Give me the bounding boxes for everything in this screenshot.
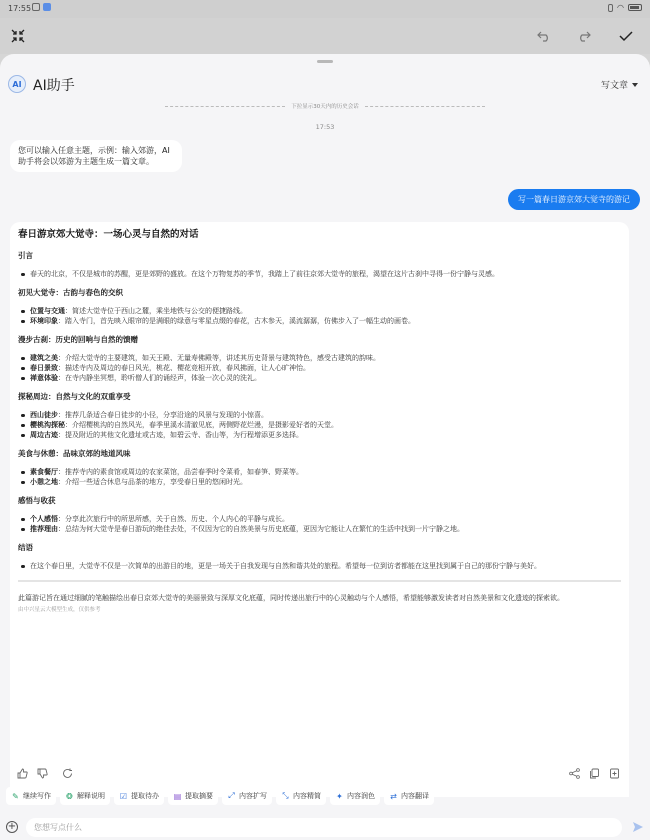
panel-header (0, 72, 650, 100)
redo-icon[interactable] (572, 24, 596, 48)
divider (165, 106, 285, 107)
bullet-item (18, 306, 621, 316)
insert-document-icon[interactable] (608, 767, 620, 779)
bullet-item (18, 316, 621, 326)
status-time: 17:55 (8, 4, 32, 13)
notification-icon (32, 3, 40, 11)
chip-todo[interactable] (114, 787, 164, 805)
generated-article (10, 222, 629, 797)
summary-icon: ▤ (173, 791, 182, 801)
bullet-item (18, 477, 621, 487)
bullet-label: 禅意体验 (30, 374, 58, 382)
section-heading: 感悟与收获 (18, 496, 56, 505)
thumbs-up-icon[interactable] (16, 767, 28, 779)
copy-icon[interactable] (588, 767, 600, 779)
history-notice-text: 下拉显示30天内的历史会话 (291, 104, 359, 110)
divider (365, 106, 485, 107)
bullet-list (18, 353, 621, 383)
message-actions (10, 762, 629, 784)
undo-icon[interactable] (532, 24, 556, 48)
bullet-item (18, 524, 621, 534)
chip-translate[interactable] (384, 787, 434, 805)
message-timestamp: 17:53 (315, 123, 335, 131)
regenerate-icon[interactable] (61, 767, 73, 779)
bullet-label: 位置与交通 (30, 307, 65, 315)
bullet-item (18, 353, 621, 363)
bullet-text: ：简述大觉寺位于西山之麓，乘坐地铁与公交的便捷路线。 (65, 307, 247, 315)
article-divider (18, 580, 621, 582)
bullet-label: 个人感悟 (30, 515, 58, 523)
bullet-text: ：介绍大觉寺的主要建筑，如天王殿、无量寿佛殿等，讲述其历史背景与建筑特色，感受古建筑的韵味。 (58, 354, 380, 362)
bullet-item (18, 467, 621, 477)
chip-explain[interactable] (60, 787, 110, 805)
bullet-text: ：推荐寺内的素食馆或周边的农家菜馆，品尝春季时令菜肴，如春笋、野菜等。 (58, 468, 303, 476)
polish-icon: ✦ (336, 791, 343, 801)
bullet-list (18, 410, 621, 440)
ai-welcome-message: 您可以输入任意主题，示例：输入郊游，AI助手将会以郊游为主题生成一篇文章。 (10, 140, 182, 172)
ai-logo-icon: AI (8, 75, 26, 93)
article-title: 春日游京郊大觉寺：一场心灵与自然的对话 (18, 229, 199, 240)
pen-icon: ✎ (12, 791, 19, 801)
ai-assistant-panel (0, 54, 650, 840)
bullet-label: 樱桃沟探秘 (30, 421, 65, 429)
expand-icon: ⤢ (228, 791, 235, 800)
prompt-input[interactable] (26, 818, 622, 837)
section-heading: 探秘周边：自然与文化的双重享受 (18, 392, 131, 401)
collapse-icon[interactable] (6, 24, 30, 48)
quick-action-chips (6, 787, 646, 805)
bullet-list (18, 467, 621, 487)
composer (0, 816, 650, 840)
bullet-text: ：分享此次旅行中的所思所感，关于自然、历史、个人内心的平静与成长。 (58, 515, 289, 523)
app-notification-icon (43, 3, 51, 11)
bullet-item (18, 363, 621, 373)
explain-icon: ❂ (66, 791, 73, 801)
bullet-label: 建筑之美 (30, 354, 58, 362)
condense-icon: ⤡ (282, 791, 289, 800)
wifi-icon: ◠ (617, 3, 624, 12)
chip-pen[interactable] (6, 787, 56, 805)
bullet-list (18, 514, 621, 534)
send-icon[interactable] (632, 821, 644, 833)
bullet-label: 环境印象 (30, 317, 58, 325)
bullet-label: 春日景致 (30, 364, 58, 372)
bullet-text: 在这个春日里，大觉寺不仅是一次简单的出游目的地，更是一场关于自我发现与自然和谐共处的旅程。希望每一位到访者都能在这里找到属于自己的那份宁静与美好。 (30, 562, 541, 570)
chip-summary[interactable] (168, 787, 218, 805)
vibrate-icon (608, 4, 613, 12)
thumbs-down-icon[interactable] (36, 767, 48, 779)
status-bar (0, 0, 650, 18)
section-heading: 漫步古刹：历史的回响与自然的馈赠 (18, 335, 138, 344)
bullet-label: 小憩之地 (30, 478, 58, 486)
chip-label: 内容翻译 (401, 792, 429, 800)
bullet-item (18, 420, 621, 430)
chevron-down-icon (632, 83, 638, 87)
ai-disclaimer: 由中兴星云大模型生成，仅供参考 (18, 607, 101, 613)
status-app-icons (32, 3, 51, 11)
bullet-text: ：踏入寺门，首先映入眼帘的是满眼的绿意与零星点缀的春花，古木参天，溪流潺潺，仿佛步入了一幅生动的画卷。 (58, 317, 415, 325)
translate-icon: ⇄ (390, 791, 397, 801)
bullet-text: ：总结为何大觉寺是春日游玩的绝佳去处，不仅因为它的自然美景与历史底蕴，更因为它能让人在繁忙的生活中找到一片宁静之地。 (58, 525, 464, 533)
chip-label: 内容扩写 (239, 792, 267, 800)
section-heading: 美食与休憩：品味京郊的地道风味 (18, 449, 131, 458)
bullet-label: 周边古迹 (30, 431, 58, 439)
bullet-label: 西山徒步 (30, 411, 58, 419)
bullet-item (18, 410, 621, 420)
article-summary: 此篇游记旨在通过细腻的笔触描绘出春日京郊大觉寺的美丽景致与深厚文化底蕴，同时传递出旅行中的心灵触动与个人感悟，希望能够激发读者对自然美景和文化遗迹的探索欲。 (18, 594, 564, 602)
bullet-text: ：提及附近的其他文化遗址或古迹，如碧云寺、香山等，为行程增添更多选择。 (58, 431, 303, 439)
chip-label: 内容润色 (347, 792, 375, 800)
battery-icon (628, 4, 642, 11)
bullet-item (18, 430, 621, 440)
app-title: AI助手 (33, 78, 75, 94)
drag-handle[interactable] (317, 60, 333, 63)
bullet-label: 推荐理由 (30, 525, 58, 533)
chip-label: 提取待办 (131, 792, 159, 800)
section-heading: 引言 (18, 251, 33, 260)
bullet-text: ：描述寺内及周边的春日风光，桃花、樱花竞相开放，春风拂面，让人心旷神怡。 (58, 364, 310, 372)
add-attachment-icon[interactable]: + (7, 821, 17, 832)
write-mode-label: 写文章 (600, 81, 628, 91)
bullet-list (18, 269, 621, 279)
chip-label: 内容精简 (293, 792, 321, 800)
bullet-text: ：推荐几条适合春日徒步的小径，分享沿途的风景与发现的小惊喜。 (58, 411, 268, 419)
chip-label: 解释说明 (77, 792, 105, 800)
chip-condense[interactable] (276, 787, 326, 805)
bullet-text: 春天的北京，不仅是城市的苏醒，更是郊野的盛放。在这个万物复苏的季节，我踏上了前往京郊大觉寺的旅程，渴望在这片古刹中寻得一份宁静与灵感。 (30, 270, 499, 278)
confirm-check-icon[interactable] (614, 24, 638, 48)
chip-label: 继续写作 (23, 792, 51, 800)
bullet-list (18, 306, 621, 326)
history-notice[interactable] (0, 100, 650, 112)
chip-polish[interactable] (330, 787, 380, 805)
user-message[interactable]: 写一篇春日游京郊大觉寺的游记 (508, 189, 640, 210)
bullet-text: ：在寺内静坐冥想，聆听僧人们的诵经声，体验一次心灵的洗礼。 (58, 374, 261, 382)
chip-expand[interactable] (222, 787, 272, 805)
editor-toolbar (0, 18, 650, 54)
article-sections (18, 251, 621, 571)
bullet-item (18, 561, 621, 571)
status-right-icons (608, 3, 642, 12)
write-mode-dropdown[interactable] (601, 78, 638, 91)
bullet-list (18, 561, 621, 571)
bullet-text: ：介绍一些适合休息与品茶的地方，享受春日里的悠闲时光。 (58, 478, 247, 486)
share-icon[interactable] (568, 767, 580, 779)
section-heading: 结语 (18, 543, 33, 552)
todo-icon: ☑ (119, 791, 128, 801)
section-heading: 初见大觉寺：古韵与春色的交织 (18, 288, 123, 297)
bullet-label: 素食餐厅 (30, 468, 58, 476)
bullet-item (18, 373, 621, 383)
bullet-text: ：介绍樱桃沟的自然风光，春季里溪水清澈见底，两侧野花烂漫，是摄影爱好者的天堂。 (65, 421, 338, 429)
chip-label: 提取摘要 (185, 792, 213, 800)
bullet-item (18, 514, 621, 524)
bullet-item (18, 269, 621, 279)
